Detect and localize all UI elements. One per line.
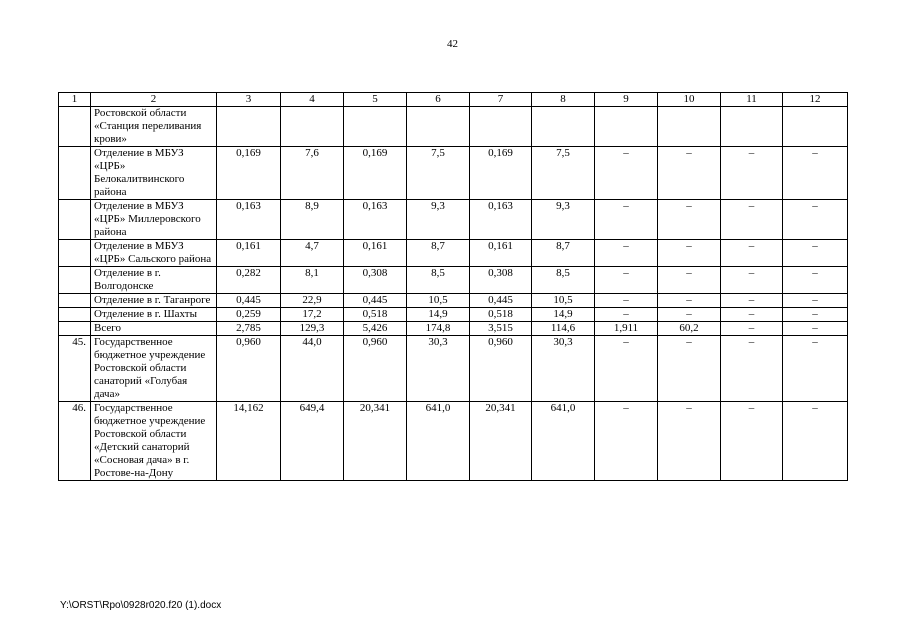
value-cell: 0,259	[217, 308, 281, 322]
value-cell	[470, 107, 532, 147]
value-cell: –	[658, 294, 721, 308]
row-number	[59, 107, 91, 147]
value-cell: –	[595, 267, 658, 294]
value-cell: 14,9	[532, 308, 595, 322]
row-number	[59, 200, 91, 240]
value-cell: 2,785	[217, 322, 281, 336]
value-cell: –	[783, 322, 848, 336]
value-cell: 0,161	[217, 240, 281, 267]
table-row	[59, 240, 848, 267]
value-cell: 641,0	[532, 402, 595, 481]
row-number: 46.	[59, 402, 91, 481]
value-cell: 10,5	[532, 294, 595, 308]
page-number: 42	[447, 38, 458, 50]
institution-name: Отделение в г. Шахты	[91, 308, 217, 322]
value-cell: 60,2	[658, 322, 721, 336]
value-cell	[344, 107, 407, 147]
institution-name: Всего	[91, 322, 217, 336]
row-number	[59, 147, 91, 200]
row-number	[59, 267, 91, 294]
value-cell: –	[721, 322, 783, 336]
institution-name: Отделение в МБУЗ «ЦРБ» Сальского района	[91, 240, 217, 267]
value-cell: 30,3	[407, 336, 470, 402]
value-cell: 8,1	[281, 267, 344, 294]
value-cell: –	[595, 294, 658, 308]
value-cell: 114,6	[532, 322, 595, 336]
column-header: 9	[595, 93, 658, 107]
value-cell: 0,960	[217, 336, 281, 402]
value-cell: 0,169	[470, 147, 532, 200]
value-cell: 0,163	[217, 200, 281, 240]
value-cell	[595, 107, 658, 147]
column-header: 3	[217, 93, 281, 107]
value-cell: 3,515	[470, 322, 532, 336]
value-cell: 22,9	[281, 294, 344, 308]
institution-name: Отделение в г. Волгодонске	[91, 267, 217, 294]
value-cell: –	[783, 308, 848, 322]
value-cell: 9,3	[532, 200, 595, 240]
row-number	[59, 322, 91, 336]
institution-name: Государственное бюджетное учреждение Ростовской области санаторий «Голубая дача»	[91, 336, 217, 402]
value-cell: –	[783, 200, 848, 240]
column-header: 2	[91, 93, 217, 107]
table-row	[59, 200, 848, 240]
value-cell: –	[783, 336, 848, 402]
institution-name: Ростовской области «Станция переливания крови»	[91, 107, 217, 147]
value-cell: 8,5	[532, 267, 595, 294]
value-cell: –	[721, 147, 783, 200]
value-cell: 9,3	[407, 200, 470, 240]
value-cell	[783, 107, 848, 147]
value-cell: 14,9	[407, 308, 470, 322]
value-cell: –	[658, 240, 721, 267]
value-cell: 8,7	[532, 240, 595, 267]
value-cell: 8,9	[281, 200, 344, 240]
value-cell: –	[658, 200, 721, 240]
value-cell: –	[721, 267, 783, 294]
value-cell: 0,308	[470, 267, 532, 294]
value-cell: 0,169	[217, 147, 281, 200]
value-cell: –	[595, 147, 658, 200]
value-cell: –	[721, 336, 783, 402]
data-table	[58, 92, 848, 481]
value-cell: –	[721, 240, 783, 267]
value-cell	[658, 107, 721, 147]
table-row	[59, 294, 848, 308]
table-row	[59, 402, 848, 481]
value-cell: 7,6	[281, 147, 344, 200]
value-cell: –	[721, 200, 783, 240]
column-header: 11	[721, 93, 783, 107]
value-cell: –	[721, 402, 783, 481]
value-cell: 14,162	[217, 402, 281, 481]
value-cell: 0,282	[217, 267, 281, 294]
value-cell: 0,163	[470, 200, 532, 240]
value-cell: 649,4	[281, 402, 344, 481]
value-cell: 0,169	[344, 147, 407, 200]
institution-name: Отделение в МБУЗ «ЦРБ» Белокалитвинского района	[91, 147, 217, 200]
value-cell: 7,5	[407, 147, 470, 200]
header-row	[59, 93, 848, 107]
value-cell: 20,341	[344, 402, 407, 481]
value-cell: 8,7	[407, 240, 470, 267]
value-cell: –	[595, 402, 658, 481]
value-cell: 0,960	[470, 336, 532, 402]
column-header: 7	[470, 93, 532, 107]
column-header: 8	[532, 93, 595, 107]
value-cell: 44,0	[281, 336, 344, 402]
value-cell: –	[783, 294, 848, 308]
value-cell: 0,445	[470, 294, 532, 308]
value-cell: 30,3	[532, 336, 595, 402]
footer-file-path: Y:\ORST\Rpo\0928r020.f20 (1).docx	[60, 600, 222, 611]
value-cell: 0,161	[344, 240, 407, 267]
row-number	[59, 294, 91, 308]
value-cell: 0,960	[344, 336, 407, 402]
column-header: 12	[783, 93, 848, 107]
value-cell: 0,161	[470, 240, 532, 267]
value-cell: 17,2	[281, 308, 344, 322]
value-cell: 174,8	[407, 322, 470, 336]
value-cell: –	[721, 294, 783, 308]
value-cell: 0,445	[217, 294, 281, 308]
value-cell	[407, 107, 470, 147]
value-cell: –	[658, 147, 721, 200]
institution-name: Отделение в г. Таганроге	[91, 294, 217, 308]
value-cell: 10,5	[407, 294, 470, 308]
value-cell: –	[595, 308, 658, 322]
value-cell: 7,5	[532, 147, 595, 200]
value-cell	[217, 107, 281, 147]
value-cell: 4,7	[281, 240, 344, 267]
value-cell: 0,445	[344, 294, 407, 308]
value-cell: –	[783, 240, 848, 267]
value-cell: 5,426	[344, 322, 407, 336]
table-row	[59, 308, 848, 322]
institution-name: Отделение в МБУЗ «ЦРБ» Миллеровского района	[91, 200, 217, 240]
row-number	[59, 240, 91, 267]
institution-name: Государственное бюджетное учреждение Ростовской области «Детский санаторий «Сосновая дача» в г. Ростове-на-Дону	[91, 402, 217, 481]
row-number	[59, 308, 91, 322]
column-header: 4	[281, 93, 344, 107]
column-header: 6	[407, 93, 470, 107]
value-cell: –	[721, 308, 783, 322]
table-row	[59, 147, 848, 200]
value-cell: –	[658, 308, 721, 322]
value-cell: 1,911	[595, 322, 658, 336]
value-cell: –	[658, 267, 721, 294]
column-header: 10	[658, 93, 721, 107]
value-cell: –	[783, 267, 848, 294]
row-number: 45.	[59, 336, 91, 402]
value-cell: 641,0	[407, 402, 470, 481]
value-cell: 20,341	[470, 402, 532, 481]
value-cell: 0,308	[344, 267, 407, 294]
value-cell: –	[595, 336, 658, 402]
table-row	[59, 107, 848, 147]
column-header: 5	[344, 93, 407, 107]
value-cell: –	[595, 200, 658, 240]
table-row	[59, 322, 848, 336]
value-cell	[281, 107, 344, 147]
table-row	[59, 267, 848, 294]
table-row	[59, 336, 848, 402]
value-cell: 0,518	[470, 308, 532, 322]
value-cell: –	[783, 402, 848, 481]
value-cell: 0,163	[344, 200, 407, 240]
value-cell: –	[595, 240, 658, 267]
value-cell: 8,5	[407, 267, 470, 294]
value-cell: 0,518	[344, 308, 407, 322]
value-cell	[532, 107, 595, 147]
column-header: 1	[59, 93, 91, 107]
value-cell	[721, 107, 783, 147]
value-cell: 129,3	[281, 322, 344, 336]
value-cell: –	[658, 336, 721, 402]
value-cell: –	[658, 402, 721, 481]
value-cell: –	[783, 147, 848, 200]
